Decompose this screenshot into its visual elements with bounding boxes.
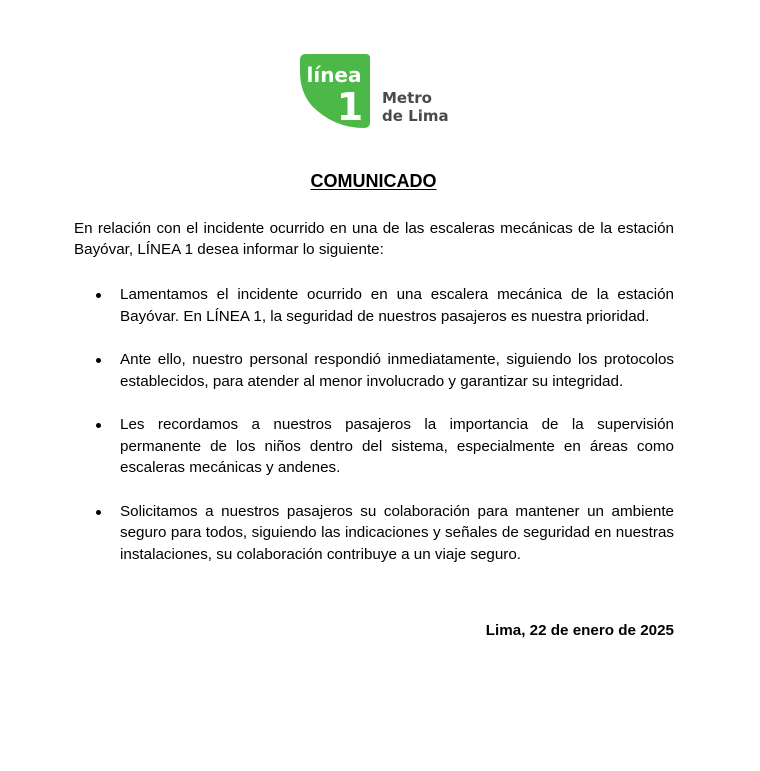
bullet-dot-icon bbox=[96, 423, 101, 428]
logo-brand-line2: de Lima bbox=[382, 107, 449, 125]
bullet-list bbox=[96, 284, 674, 587]
document-title: COMUNICADO bbox=[310, 171, 437, 191]
bullet-text: Lamentamos el incidente ocurrido en una escalera mecánica de la estación Bayóvar. En LÍNEA 1, la seguridad de nuestros pasajeros es nuestra prioridad. bbox=[120, 286, 674, 325]
intro-paragraph: En relación con el incidente ocurrido en una de las escaleras mecánicas de la estación Bayóvar, LÍNEA 1 desea informar lo siguiente: bbox=[74, 220, 674, 258]
bullet-item bbox=[96, 284, 674, 327]
bullet-text: Ante ello, nuestro personal respondió inmediatamente, siguiendo los protocolos establecidos, para atender al menor involucrado y garantizar su integridad. bbox=[120, 351, 674, 390]
linea1-logo-graphic bbox=[296, 52, 456, 130]
logo-brand-line1: Metro bbox=[382, 89, 432, 107]
bullet-item bbox=[96, 501, 674, 566]
logo-line-word: línea bbox=[306, 63, 362, 87]
bullet-dot-icon bbox=[96, 358, 101, 363]
bullet-dot-icon bbox=[96, 293, 101, 298]
bullet-dot-icon bbox=[96, 510, 101, 515]
bullet-item bbox=[96, 349, 674, 392]
date-line: Lima, 22 de enero de 2025 bbox=[485, 622, 674, 639]
linea1-logo bbox=[296, 52, 456, 130]
bullet-text: Les recordamos a nuestros pasajeros la importancia de la supervisión permanente de los niños dentro del sistema, especialmente en áreas como escaleras mecánicas y andenes. bbox=[120, 416, 674, 476]
bullet-item bbox=[96, 414, 674, 479]
logo-line-number: 1 bbox=[336, 85, 364, 129]
bullet-text: Solicitamos a nuestros pasajeros su colaboración para mantener un ambiente seguro para todos, siguiendo las indicaciones y señales de seguridad en nuestras instalaciones, su colaboración contribuye a un viaje seguro. bbox=[120, 502, 674, 563]
